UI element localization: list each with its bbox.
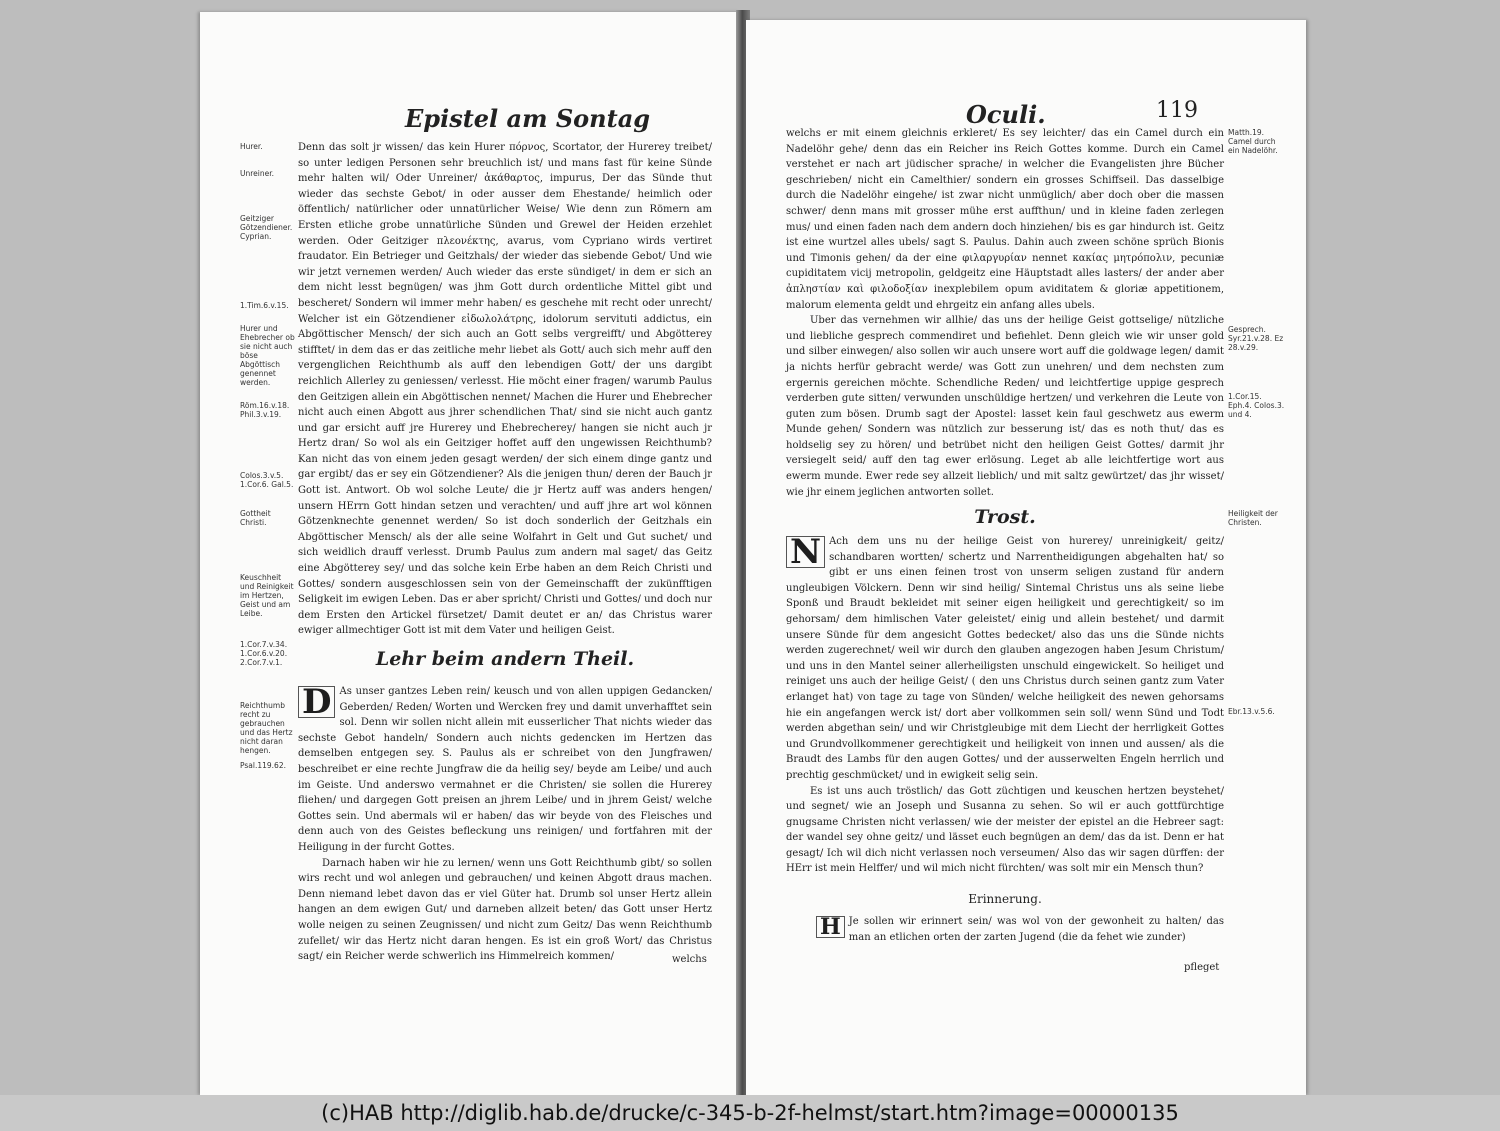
margin-note: Geitziger Götzendiener. Cyprian. <box>240 214 293 241</box>
left-paragraph-2: D As unser gantzes Leben rein/ keusch und von allen uppigen Gedancken/ Geberden/ Reden/ Worten und Wercken frey und damit unverhafftet sein sol. Denn wir sollen nicht allein mit eusserlicher That nichts wieder das sechste Gebot handeln/ Sondern auch nichts gedencken im Hertzen das demselben entgegen sey. S. Paulus als er schreibet von den Jungfrawen/ beschreibet er eine rechte Jungfraw die da heilig sey/ beyde am Leibe/ und auch im Geiste. Und anderswo vermahnet er die Christen/ sie sollen die Hurerey fliehen/ und dargegen Gott preisen an jhrem Leibe/ und in jhrem Geist/ welche Gottes sein. Und abermals wil er haben/ das wir beyde von des Fleisches und denn auch von des Geistes befleckung uns reinigen/ und fortfahren mit der Heiligung in der furcht Gottes. <box>298 682 712 853</box>
right-paragraph-5: H Je sollen wir erinnert sein/ was wol von der gewonheit zu halten/ das man an etlichen orten der zarten Jugend (die da fehet wie zunder) <box>816 914 1224 945</box>
margin-note: Unreiner. <box>240 169 275 178</box>
right-body-section-3 <box>816 914 1224 945</box>
margin-note: Gottheit Christi. <box>240 509 271 527</box>
margin-note: 1.Cor.15. Eph.4. Colos.3. und 4. <box>1228 392 1285 419</box>
right-catchword: pfleget <box>1184 962 1220 973</box>
right-body-section-2 <box>786 534 1224 877</box>
margin-note: Colos.3.v.5. 1.Cor.6. Gal.5. <box>240 471 294 489</box>
page-number: 119 <box>1156 98 1198 123</box>
margin-note: Hurer und Ehebrecher ob sie nicht auch böse Abgöttisch genennet werden. <box>240 324 295 387</box>
right-running-header: Oculi. <box>966 100 1046 129</box>
margin-note: Ebr.13.v.5.6. <box>1228 707 1275 716</box>
margin-note: Hurer. <box>240 142 263 151</box>
margin-note: Röm.16.v.18. Phil.3.v.19. <box>240 401 290 419</box>
margin-note: Psal.119.62. <box>240 761 286 770</box>
margin-note: Reichthumb recht zu gebrauchen und das Hertz nicht daran hengen. <box>240 701 293 755</box>
drop-cap-initial: D <box>298 686 335 718</box>
left-page <box>200 12 740 1095</box>
left-body-section-1 <box>298 140 712 639</box>
left-margin-notes <box>240 142 296 776</box>
left-section-heading: Lehr beim andern Theil. <box>375 648 635 670</box>
left-paragraph-1: Denn das solt jr wissen/ das kein Hurer πόρνος, Scortator, der Hurerey treibet/ so unter ledigen Personen sehr breuchlich ist/ und mans fast für keine Sünde mehr halten wil/ Oder Unreiner/ ἀκάθαρτος, impurus, Der das Sünde thut wieder das sechste Gebot/ in oder ausser dem Ehestande/ heimlich oder öffentlich/ natürlicher oder unnatürlicher Weise/ Wie denn zun Römern am Ersten etliche grobe unnatürliche Sünden und Grewel der Heiden erzehlet werden. Oder Geitziger πλεονέκτης, avarus, vom Cypriano wirds vertiret fraudator. Ein Betrieger und Geitzhals/ der wieder das siebende Gebot/ Und wie wir jetzt vernemen werden/ Auch wieder das erste sündiget/ in dem er sich an dem nicht lesst begnügen/ was jhm Gott durch ordentliche Mittel gibt und bescheret/ Sondern wil immer mehr haben/ es geschehe mit recht oder unrecht/ Welcher ist ein Götzendiener εἰδωλολάτρης, idolorum servituti addictus, ein Abgöttischer Mensch/ der sich auch an Gott selbs vergreifft/ und Abgötterey stifftet/ in dem das er das zeitliche mehr liebet als Gott/ auch sich mehr auff den vergenglichen Reichthumb als auff den lebendigen Gott/ der uns dargibt reichlich Allerley zu geniessen/ verlesst. Hie möcht einer fragen/ warumb Paulus den Geitzigen allein ein Abgöttischen nennet/ Machen die Hurer und Ehebrecher nicht auch einen Abgott aus jhrer schendlichen That/ sind sie nicht auch gantz und gar ersicht auff jre Hurerey und Ehebrecherey/ hangen sie nicht auch jr Hertz dran/ So wol als ein Geitziger hoffet auff den ungewissen Reichthumb? Kan nicht das von einem jeden gesagt werden/ der sich einem dinge gantz und gar ergibt/ das er sey ein Götzendiener? Als die jenigen thun/ deren der Bauch jr Gott ist. Antwort. Ob wol solche Leute/ die jr Hertz auff was anders hengen/ unsern HErrn Gott hindan setzen und verachten/ und auff jhre art wol können Götzenknechte genennet werden/ So ist doch sonderlich der Geitzhals ein Abgöttischer Mensch/ als der alle seine Wolfahrt in Gelt und Gut suchet/ und sich weidlich drauff verlesst. Drumb Paulus zum andern mal saget/ das Geitz eine Abgötterey sey/ und das solche kein Erbe haben an dem Reich Christi und Gottes/ sondern ausgeschlossen sein von der Gemeinschafft der zukünfftigen Seligkeit im ewigen Leben. Das er aber spricht/ Christi und Gottes/ und doch nur dem Ersten den Artickel fürsetzet/ Damit deutet er an/ das Christus warer ewiger allmechtiger Gott ist mit dem Vater und heiligen Geist. <box>298 142 712 637</box>
right-section-heading: Trost. <box>974 506 1036 528</box>
margin-note: 1.Tim.6.v.15. <box>240 301 289 310</box>
right-page <box>746 20 1306 1095</box>
right-subheading: Erinnerung. <box>968 892 1042 906</box>
left-paragraph-3: Darnach haben wir hie zu lernen/ wenn uns Gott Reichthumb gibt/ so sollen wirs recht und wol anlegen und gebrauchen/ und keinen Abgott draus machen. Denn niemand lebet davon das er viel Güter hat. Drumb sol unser Hertz allein hangen an dem ewigen Gut/ und darneben allzeit beten/ das Gott unser Hertz wolle neigen zu seinen Zeugnissen/ und nicht zum Geitz/ Das wenn Reichthumb zufellet/ wir das Hertz nicht daran hengen. Es ist ein groß Wort/ das Christus sagt/ ein Reicher werde schwerlich ins Himmelreich kommen/ <box>298 857 712 963</box>
margin-note: Heiligkeit der Christen. <box>1228 509 1278 527</box>
margin-note: Keuschheit und Reinigkeit im Hertzen, Geist und am Leibe. <box>240 573 294 618</box>
left-running-header: Epistel am Sontag <box>405 104 651 133</box>
left-body-section-2 <box>298 684 712 965</box>
margin-note: Gesprech. Syr.21.v.28. Ez 28.v.29. <box>1228 325 1284 352</box>
right-paragraph-1: welchs er mit einem gleichnis erkleret/ Es sey leichter/ das ein Camel durch ein Nadelöhr gehe/ denn das ein Reicher ins Reich Gottes komme. Durch ein Camel verstehet er nach art jüdischer sprache/ in welcher die Evangelisten jhre Bücher geschrieben/ nicht ein Camelthier/ sondern ein grosses Schiffseil. Das dasselbige durch die Nadelöhr eingehe/ ist zwar nicht unmüglich/ aber doch ober die massen schwer/ denn mans mit grosser mühe erst auffthun/ und in kleine faden zerlegen mus/ und einen faden nach dem andern doch hinziehen/ bis es gar hindurch ist. Geitz ist eine wurtzel alles ubels/ sagt S. Paulus. Dahin auch zween schöne sprüch Bionis und Timonis gehen/ da der eine φιλαργυρίαν nennet κακίας μητρόπολιν, pecuniæ cupiditatem vicij metropolin, geldgeitz eine Häuptstadt alles lasters/ der ander aber ἀπληστίαν καὶ φιλοδοξίαν inexplebilem opum aviditatem & gloriæ appetitionem, malorum elementa geldt und ehrgeitz ein anfang alles ubels. <box>786 128 1224 311</box>
drop-cap-initial: H <box>816 916 845 938</box>
drop-cap-initial: N <box>786 536 825 568</box>
right-paragraph-2: Uber das vernehmen wir allhie/ das uns der heilige Geist gottselige/ nützliche und liebliche gesprech commendiret und befiehlet. Denn gleich wie wir unser gold und silber einwegen/ also sollen wir auch unsere wort auff die goldwage legen/ damit ja nichts herfür gebracht werde/ was Gott zun unehren/ und dem nechsten zum ergernis gereichen möchte. Schendliche Reden/ und leichtfertige uppige gesprech verderben gute sitten/ verwunden unschüldige hertzen/ und verkehren die Leute von guten zum bösen. Drumb sagt der Apostel: lasset kein faul geschwetz aus ewerm Munde gehen/ Sondern was nützlich zur besserung ist/ das es noth thut/ das es holdselig sey zu hören/ und betrübet nicht den heiligen Geist Gottes/ darmit jhr versiegelt seid/ auff den tag ewer erlösung. Leget ab alle leichtfertige wort aus ewerm munde. Ewer rede sey allzeit lieblich/ und mit saltz gewürtzet/ das jhr wisset/ wie jhr einem jeglichen antworten sollet. <box>786 315 1224 498</box>
right-paragraph-4: Es ist uns auch tröstlich/ das Gott züchtigen und keuschen hertzen beystehet/ und segnet/ wie an Joseph und Susanna zu sehen. So wil er auch gottfürchtige gnugsame Christen nicht verlassen/ wie der meister der epistel an die Hebreer sagt: der wandel sey ohne geitz/ und lässet euch begnügen an dem/ das da ist. Denn er hat gesagt/ Ich wil dich nicht verlassen noch verseumen/ Also das wir sagen dürffen: der HErr ist mein Helffer/ und wil mich nicht fürchten/ was solt mir ein Mensch thun? <box>786 785 1224 875</box>
copyright-footer: (c)HAB http://diglib.hab.de/drucke/c-345-b-2f-helmst/start.htm?image=00000135 <box>0 1095 1500 1131</box>
margin-note: 1.Cor.7.v.34. 1.Cor.6.v.20. 2.Cor.7.v.1. <box>240 640 288 667</box>
right-paragraph-3: N Ach dem uns nu der heilige Geist von hurerey/ unreinigkeit/ geitz/ schandbaren wortten/ schertz und Narrentheidigungen abgehalten hat/ so gibt er uns einen feinen trost von unserm seligen zustand für andern ungleubigen Völckern. Denn wir sind heilig/ Sintemal Christus uns als seine liebe Sponß und Braudt bekleidet mit seiner eigen heiligkeit und gerechtigkeit/ so im gehorsam/ dem himlischen Vater geleistet/ einig und allein bestehet/ und darmit unsere Sünde für dem angesicht Gottes bedecket/ also das uns die Sünde nichts werden zugerechnet/ weil wir durch den glauben angezogen haben Jesum Christum/ und uns in den Mantel seiner allerheiligsten unschuld eingewickelt. So heiliget und reiniget uns auch der heilige Geist/ ( den uns Christus durch seinen gantz zum Vater erlanget hat) von tage zu tage von Sünden/ welche heiligkeit des newen gehorsams hie ein angefangen werck ist/ dort aber vollkommen sein soll/ wenn Sünd und Todt werden abgethan sein/ und wir Christgleubige mit dem Liecht der herrligkeit Gottes und Grundvollkommener gerechtigkeit und heiligkeit von innen und aussen/ als die Braudt des Lambs für den augen Gottes/ und der ausserwelten Engeln herrlich und prechtig geschmücket/ und in ewigkeit selig sein. <box>786 532 1224 781</box>
right-body-section-1 <box>786 126 1224 500</box>
left-catchword: welchs <box>672 954 707 965</box>
right-margin-notes <box>1228 128 1286 722</box>
margin-note: Matth.19. Camel durch ein Nadelöhr. <box>1228 128 1278 155</box>
